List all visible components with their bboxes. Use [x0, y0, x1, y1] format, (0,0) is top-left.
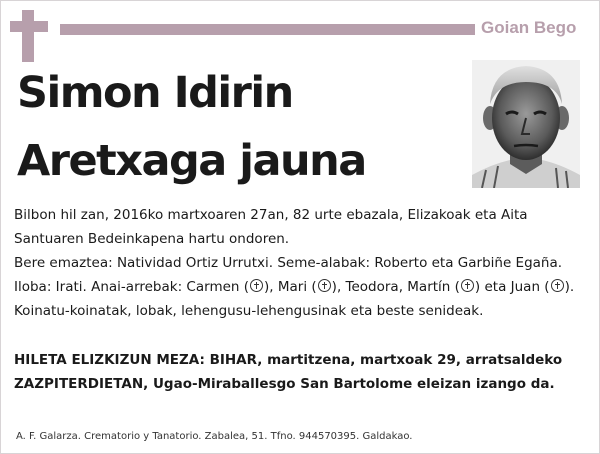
family-text-3: ), Teodora, Martín (	[331, 279, 460, 295]
deceased-name-line2: Aretxaga jauna	[17, 136, 366, 186]
family-text-5: ). Koinatu-koinatak, lobak, lehengusu-lehengusinak eta beste senideak.	[14, 279, 575, 319]
funeral-paragraph: HILETA ELIZKIZUN MEZA: BIHAR, martitzena, martxoak 29, arratsaldeko ZAZPITERDIETAN, Ugao-Miraballesgo San Bartolome eleizan izango da.	[14, 352, 563, 392]
header-label: Goian Bego	[481, 18, 577, 37]
family-text-1: Bere emaztea: Natividad Ortiz Urrutxi. Seme-alabak: Roberto eta Garbiñe Egaña. Iloba: Irati. Anai-arrebak: Carmen (	[14, 255, 563, 295]
family-text-4: ) eta Juan (	[474, 279, 550, 295]
portrait-icon	[472, 60, 580, 188]
family-text-2: ), Mari (	[264, 279, 317, 295]
cross-icon	[461, 279, 474, 292]
cross-icon	[318, 279, 331, 292]
header-bar	[60, 24, 475, 35]
cross-icon	[250, 279, 263, 292]
funeral-home-footer: A. F. Galarza. Crematorio y Tanatorio. Zabalea, 51. Tfno. 944570395. Galdakao.	[16, 431, 413, 442]
cross-icon-vertical	[22, 10, 34, 62]
cross-icon	[551, 279, 564, 292]
deceased-name-line1: Simon Idirin	[17, 68, 293, 118]
death-notice-paragraph: Bilbon hil zan, 2016ko martxoaren 27an, 82 urte ebazala, Elizakoak eta Aita Santuaren Bedeinkapena hartu ondoren.	[14, 207, 528, 247]
family-paragraph	[14, 251, 586, 323]
portrait-photo	[472, 60, 580, 188]
cross-icon-horizontal	[10, 21, 48, 32]
